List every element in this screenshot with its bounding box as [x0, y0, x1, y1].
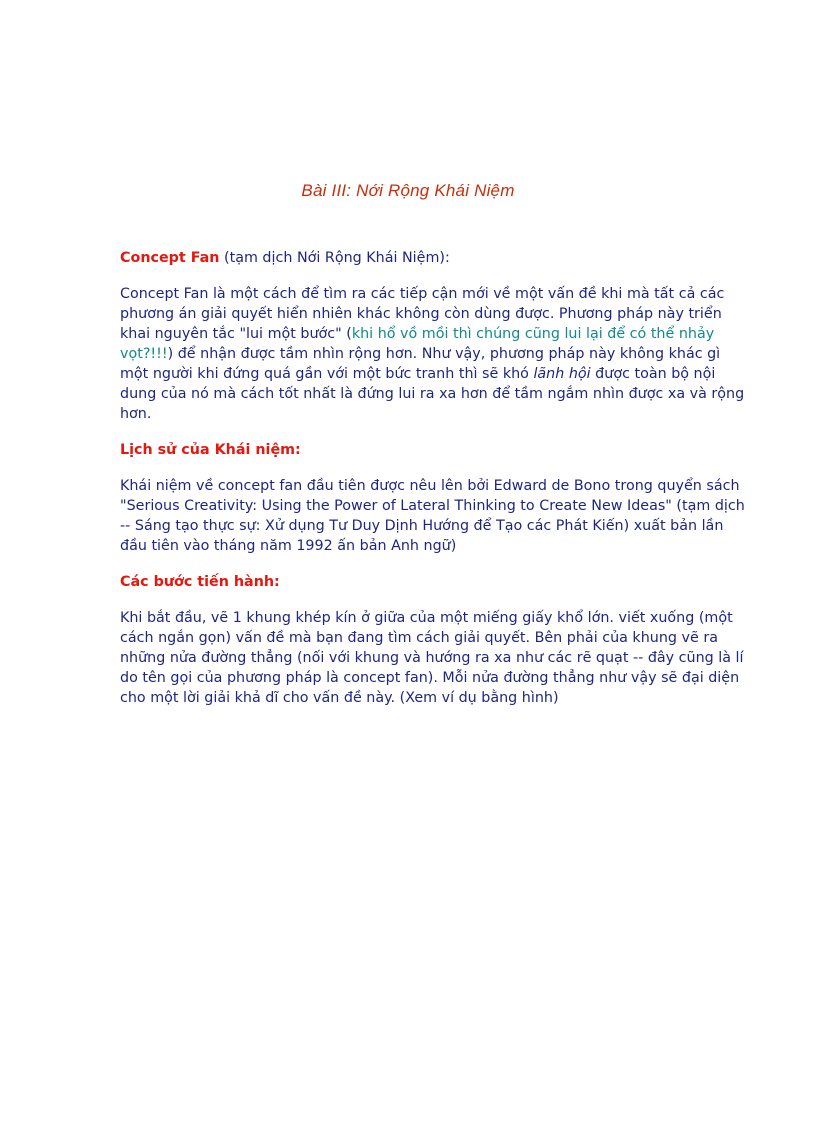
- paragraph-concept-fan: [120, 284, 752, 424]
- section-heading-steps: Các bước tiến hành:: [120, 574, 280, 590]
- paragraph-history: Khái niệm về concept fan đầu tiên được nêu lên bởi Edward de Bono trong quyển sách "Serious Creativity: Using the Power of Lateral Thinking to Create New Ideas" (tạm dịch -- Sáng tạo thực sự: Xử dụng Tư Duy Dịnh Hướng để Tạo các Phát Kiến) xuất bản lần đầu tiên vào tháng năm 1992 ấn bản Anh ngữ): [120, 478, 745, 554]
- heading-concept-fan-translation: (tạm dịch Nới Rộng Khái Niệm):: [219, 250, 450, 266]
- paragraph-steps: Khi bắt đầu, vẽ 1 khung khép kín ở giữa của một miếng giấy khổ lớn. viết xuống (một cách ngắn gọn) vấn đề mà bạn đang tìm cách giải quyết. Bên phải của khung vẽ ra những nửa đường thẳng (nối với khung và hướng ra xa như các rẽ quạt -- đây cũng là lí do tên gọi của phương pháp là concept fan). Mỗi nửa đường thẳng như vậy sẽ đại diện cho một lời giải khả dĩ cho vấn đề này. (Xem ví dụ bằng hình): [120, 610, 744, 706]
- section-heading-concept-fan: [120, 248, 752, 268]
- paragraph-concept-fan-part-b: ) để nhận được tầm nhìn rộng hơn. Như vậy, phương pháp này không khác gì một người khi đứng quá gần với một bức tranh thì sẽ khó: [120, 346, 721, 382]
- heading-concept-fan-label: Concept Fan: [120, 250, 220, 266]
- paragraph-concept-fan-italic: lãnh hội: [533, 366, 591, 382]
- document-body: [120, 248, 752, 708]
- paragraph-concept-fan-aside: khi hổ vồ mồi thì chúng cũng lui lại để có thể nhảy vọt?!!!: [120, 326, 715, 362]
- section-heading-history: Lịch sử của Khái niệm:: [120, 442, 301, 458]
- paragraph-concept-fan-part-a: Concept Fan là một cách để tìm ra các tiếp cận mới về một vấn đề khi mà tất cả các phương án giải quyết hiển nhiên khác không còn dùng được. Phương pháp này triển khai nguyên tắc "lui một bước" (: [120, 286, 725, 342]
- paragraph-concept-fan-part-c: được toàn bộ nội dung của nó mà cách tốt nhất là đứng lui ra xa hơn để tầm ngắm nhìn được xa và rộng hơn.: [120, 366, 745, 422]
- page-title: Bài III: Nới Rộng Khái Niệm: [301, 181, 515, 200]
